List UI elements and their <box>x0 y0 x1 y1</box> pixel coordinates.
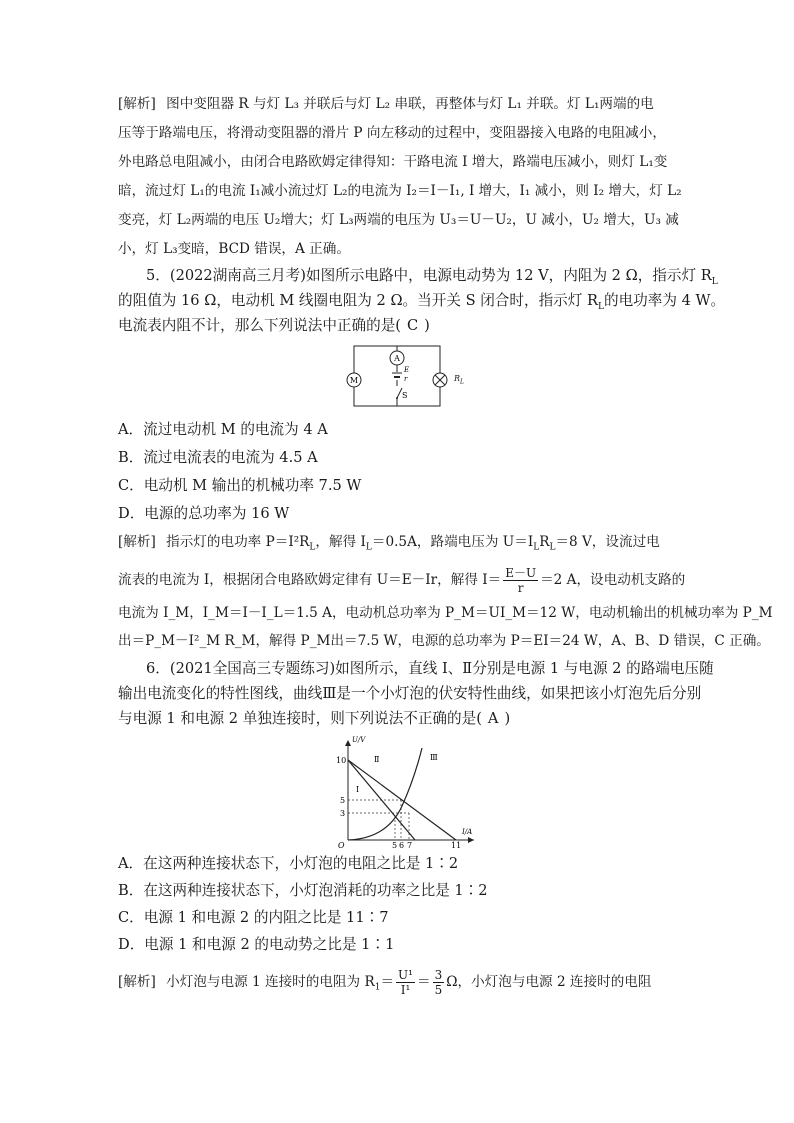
q5-stem-line-3: 电流表内阻不计，那么下列说法中正确的是( C ) <box>118 317 430 334</box>
svg-text:5: 5 <box>392 841 398 848</box>
analysis-label: [解析] <box>118 96 156 112</box>
svg-text:3: 3 <box>340 809 346 818</box>
q6-option-c: C．电源 1 和电源 2 的内阻之比是 11∶7 <box>118 909 389 926</box>
q6-stem-line-1: 6．(2021全国高三专题练习)如图所示，直线 Ⅰ、Ⅱ分别是电源 1 与电源 2 的路端电压随 <box>146 660 714 677</box>
svg-text:11: 11 <box>451 841 462 848</box>
svg-text:5: 5 <box>340 796 346 805</box>
q5-option-a: A．流过电动机 M 的电流为 4 A <box>118 421 328 438</box>
q4-analysis-line-5: 变亮，灯 L₂两端的电压 U₂增大；灯 L₃两端的电压为 U₃＝U－U₂，U 减小，U₂ 增大，U₃ 减 <box>118 212 679 228</box>
q6-answer: A <box>487 710 499 727</box>
q4-analysis-line-4: 暗，流过灯 L₁的电流 I₁减小流过灯 L₂的电流为 I₂＝I－I₁, I 增大，I₁ 减小，则 I₂ 增大，灯 L₂ <box>118 183 682 199</box>
q4-analysis-line-2: 压等于路端电压，将滑动变阻器的滑片 P 向左移动的过程中，变阻器接入电路的电阻减小， <box>118 125 666 141</box>
fraction-3-over-5: $\frac{3}{5}$ <box>434 968 443 997</box>
q6-option-b: B．在这两种连接状态下，小灯泡消耗的功率之比是 1∶2 <box>118 882 488 899</box>
q6-ui-graph <box>334 736 480 848</box>
q6-option-a: A．在这两种连接状态下，小灯泡的电阻之比是 1∶2 <box>118 855 459 872</box>
svg-text:E: E <box>404 366 410 374</box>
svg-text:M: M <box>349 376 359 385</box>
q5-answer: C <box>406 317 419 334</box>
svg-text:I/A: I/A <box>462 828 473 836</box>
svg-text:S: S <box>402 391 408 400</box>
svg-text:7: 7 <box>407 841 413 848</box>
q6-option-d: D．电源 1 和电源 2 的电动势之比是 1∶1 <box>118 936 395 953</box>
svg-text:U/V: U/V <box>352 736 366 744</box>
q5-analysis-line-4: 出＝P_M－I²_M R_M，解得 P_M出＝7.5 W，电源的总功率为 P＝EI＝24 W，A、B、D 错误，C 正确。 <box>118 633 770 649</box>
q5-circuit-diagram <box>340 342 450 410</box>
fraction-e-u-over-r: $\frac{E-U}{r}$ <box>505 566 537 595</box>
svg-text:Ⅲ: Ⅲ <box>430 753 438 762</box>
q5-analysis-line-2: 流表的电流为 I，根据闭合电路欧姆定律有 U＝E－Ir，解得 I＝ $\frac{E-U}{r}$ ＝2 A，设电动机支路的 <box>118 566 686 595</box>
q5-option-b: B．流过电流表的电流为 4.5 A <box>118 449 318 466</box>
svg-text:A: A <box>394 354 400 363</box>
svg-text:O: O <box>338 841 345 848</box>
q6-analysis-line-1: [解析] 小灯泡与电源 1 连接时的电阻为 $R_1=$ $\frac{\text{U¹}}{\text{I¹}}$ ＝ $\frac{3}{5}$ Ω，小灯泡与电源 2 连接时的电阻 <box>118 968 652 997</box>
q5-option-d: D．电源的总功率为 16 W <box>118 505 290 522</box>
q4-analysis-line-6: 小，灯 L₃变暗，BCD 错误，A 正确。 <box>118 241 350 257</box>
curve-III <box>348 748 422 840</box>
q5-stem-line-1: 5．(2022湖南高三月考)如图所示电路中，电源电动势为 12 V，内阻为 2 Ω，指示灯 $R_L$ <box>146 267 718 287</box>
q5-stem-line-2: 的阻值为 16 Ω，电动机 M 线圈电阻为 2 Ω。当开关 S 闭合时，指示灯 $R_L$的电功率为 4 W。 <box>118 292 726 312</box>
q5-analysis-line-3: 电流为 I_M，I_M＝I－I_L＝1.5 A，电动机总功率为 P_M＝UI_M＝12 W，电动机输出的机械功率为 P_M <box>118 605 773 621</box>
svg-text:Ⅱ: Ⅱ <box>374 755 380 764</box>
q4-analysis-line-3: 外电路总电阻减小，由闭合电路欧姆定律得知：干路电流 I 增大，路端电压减小，则灯 L₁变 <box>118 154 668 170</box>
svg-text:Ⅰ: Ⅰ <box>356 785 360 794</box>
svg-text:10: 10 <box>336 756 347 765</box>
q4-analysis-line-1: [解析] 图中变阻器 R 与灯 L₃ 并联后与灯 L₂ 串联，再整体与灯 L₁ 并联。灯 L₁两端的电 <box>118 96 654 112</box>
q5-analysis-line-1: [解析] 指示灯的电功率 $P=I^2R_L$，解得 $I_L=0.5A$，路端电压为 $U=I_LR_L=8$ V，设流过电 <box>118 534 660 553</box>
svg-text:r: r <box>404 375 408 383</box>
svg-text:6: 6 <box>399 841 405 848</box>
q5-option-c: C．电动机 M 输出的机械功率 7.5 W <box>118 477 362 494</box>
q6-stem-line-2: 输出电流变化的特性图线，曲线Ⅲ是一个小灯泡的伏安特性曲线，如果把该小灯泡先后分别 <box>118 685 702 702</box>
lamp-label: $R_L$ <box>454 374 465 386</box>
fraction-u-over-i: $\frac{\text{U¹}}{\text{I¹}}$ <box>398 968 413 997</box>
q6-stem-line-3: 与电源 1 和电源 2 单独连接时，则下列说法不正确的是( A ) <box>118 710 511 727</box>
